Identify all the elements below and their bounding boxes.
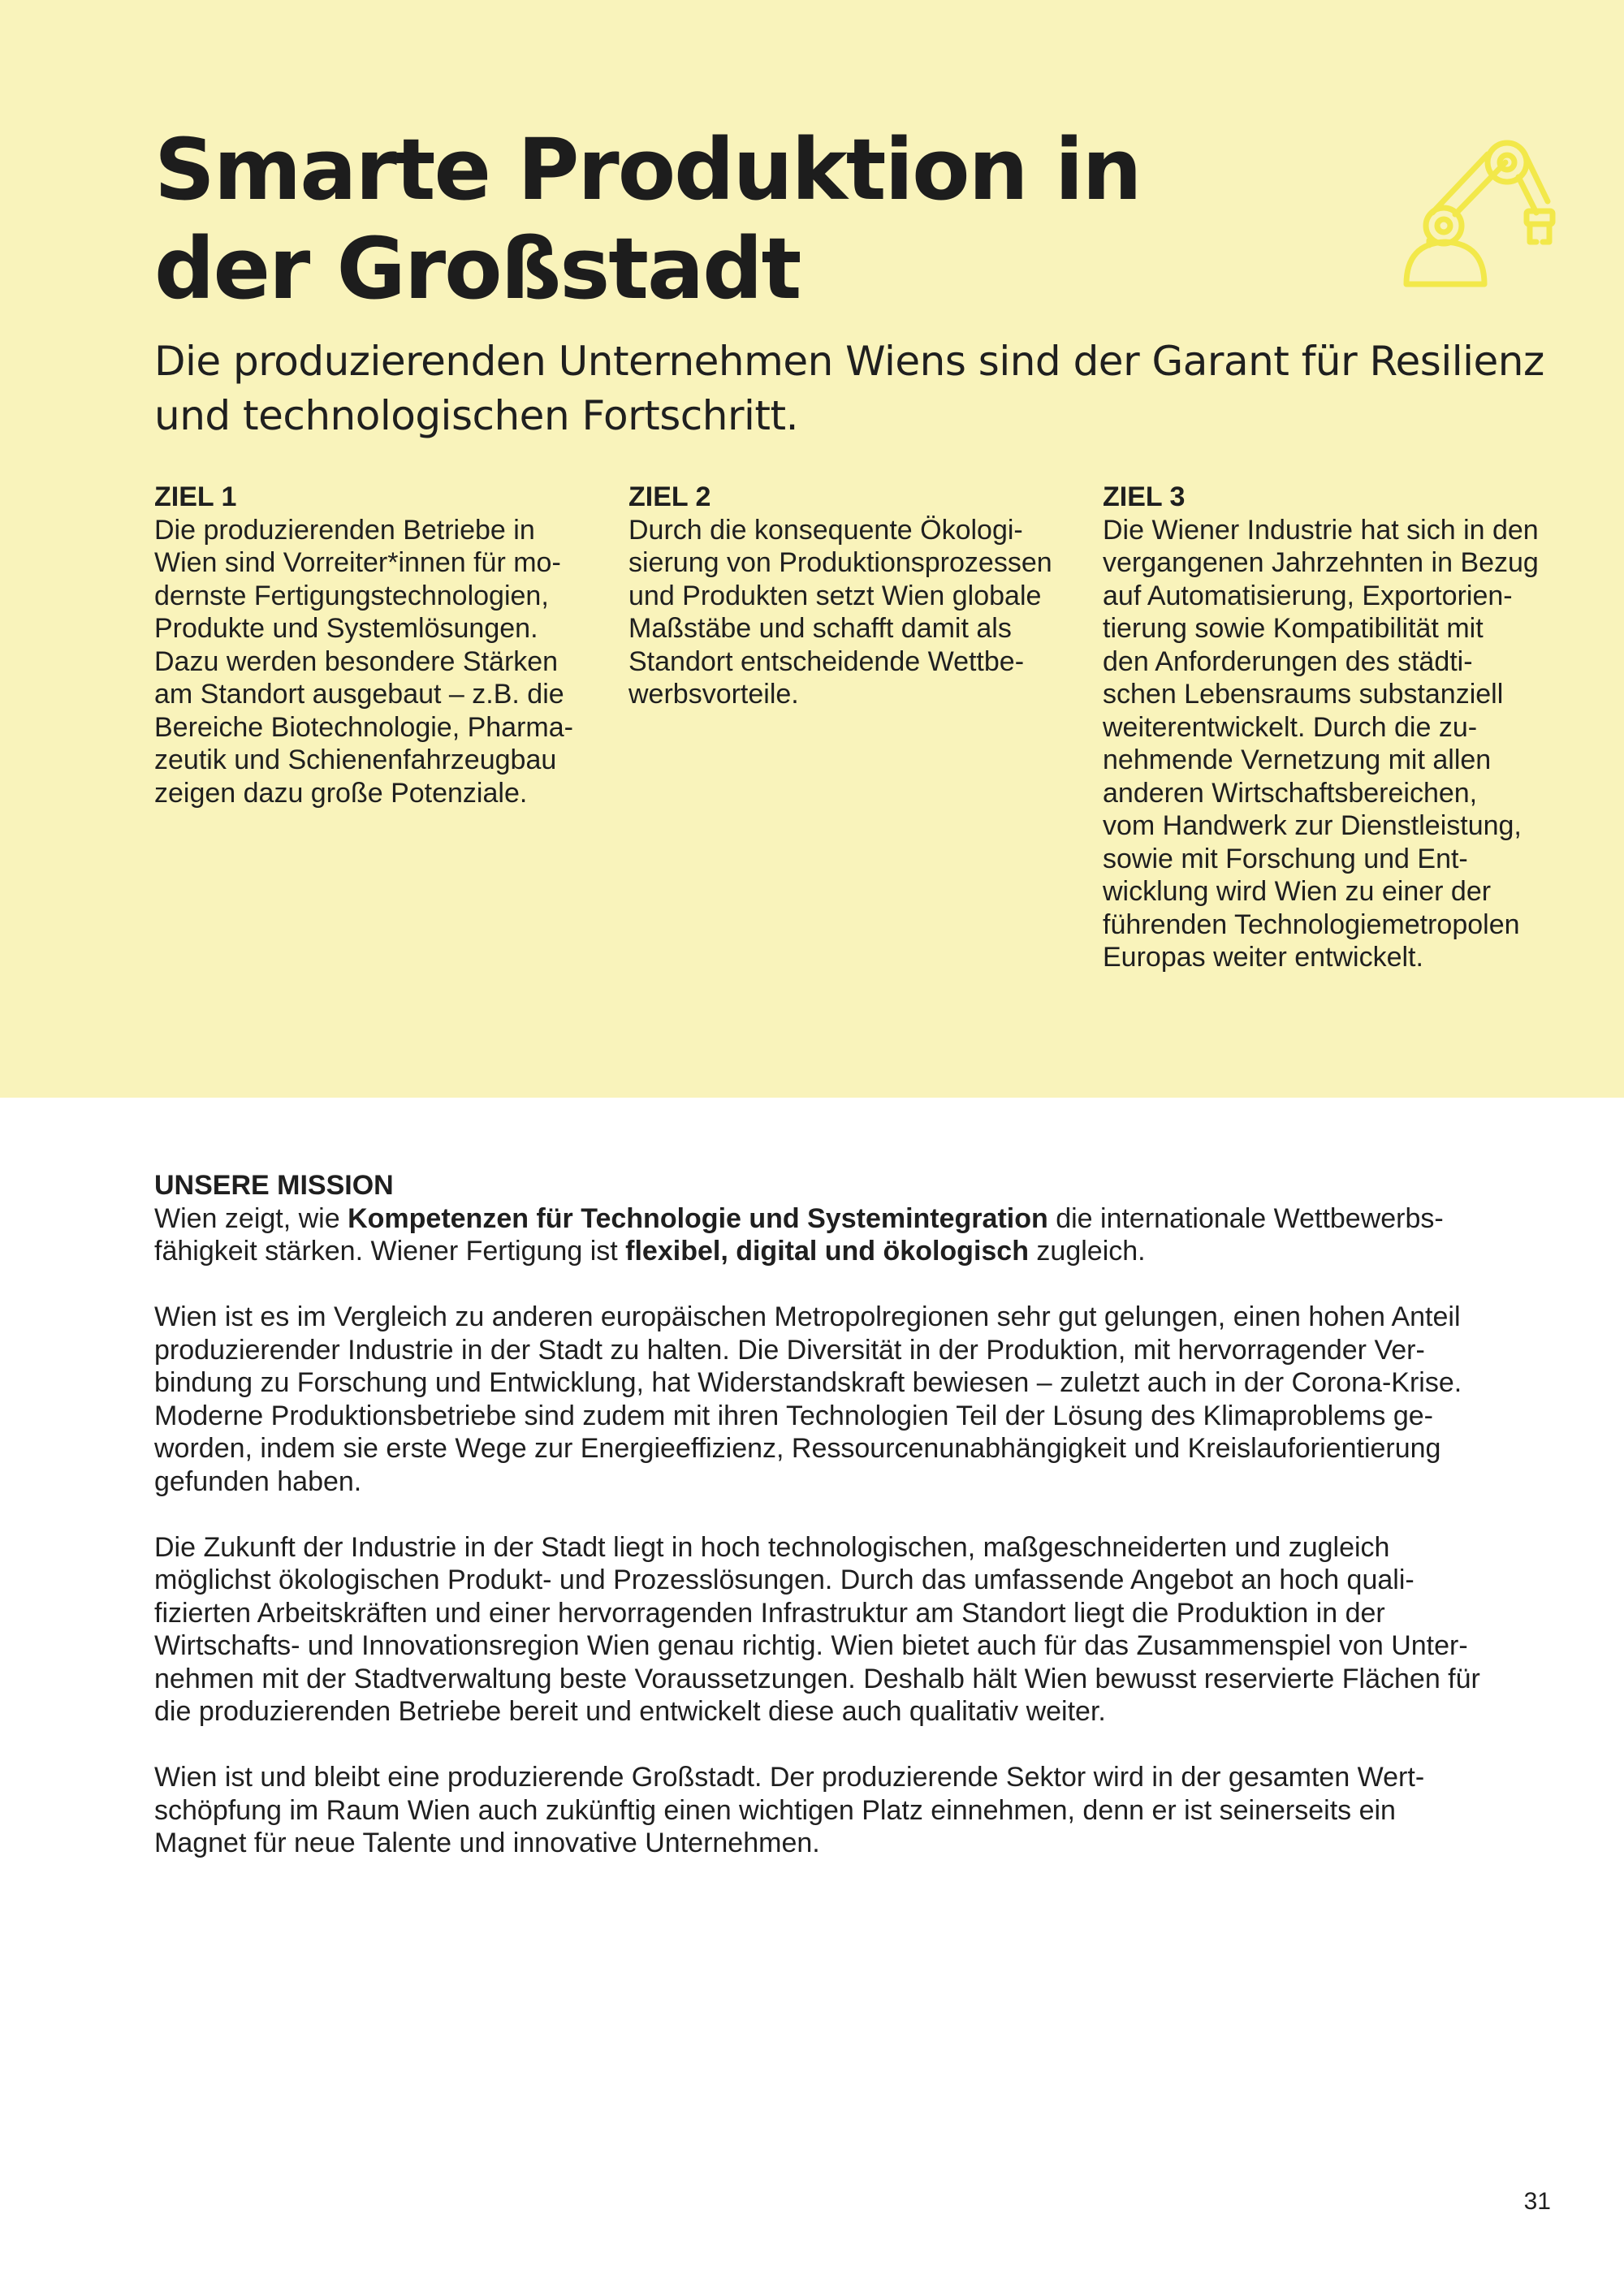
mission-paragraph	[154, 1531, 1518, 1728]
paragraph-line: Moderne Produktionsbetriebe sind zudem mit ihren Technologien Teil der Lösung des Klimaproblems ge-	[154, 1400, 1433, 1431]
intro-text: die internationale Wettbewerbs-	[1047, 1202, 1444, 1234]
goal-column-1	[154, 481, 609, 809]
goal-text-line: am Standort ausgebaut – z.B. die	[154, 679, 564, 710]
mission-heading: UNSERE MISSION	[154, 1170, 394, 1201]
goal-text-line: schen Lebensraums substanziell	[1103, 679, 1504, 710]
subtitle-line: und technologischen Fortschritt.	[154, 392, 799, 439]
paragraph-line: Wirtschafts- und Innovationsregion Wien genau richtig. Wien bietet auch für das Zusammenspiel von Unter-	[154, 1630, 1468, 1661]
mission-intro	[154, 1169, 1518, 1268]
goal-heading: ZIEL 2	[628, 481, 711, 512]
goal-column-3	[1103, 481, 1557, 974]
goal-text-line: Die Wiener Industrie hat sich in den	[1103, 514, 1539, 546]
page-title-line: Smarte Produktion in	[154, 120, 1141, 219]
hero-section	[0, 0, 1624, 1098]
goal-text-line: Bereiche Biotechnologie, Pharma-	[154, 711, 573, 743]
industrial-robot-arm-icon	[1397, 138, 1559, 292]
goal-text-line: weiterentwickelt. Durch die zu-	[1103, 711, 1478, 743]
goal-text-line: und Produkten setzt Wien globale	[628, 580, 1042, 611]
goal-text-line: Dazu werden besondere Stärken	[154, 645, 559, 677]
page-title-line: der Großstadt	[154, 219, 801, 318]
intro-text: Wien zeigt, wie	[154, 1202, 348, 1234]
goal-text-line: werbsvorteile.	[628, 679, 799, 710]
goal-column-2	[628, 481, 1083, 711]
mission-paragraph	[154, 1761, 1518, 1860]
paragraph-line: bindung zu Forschung und Entwicklung, hat Widerstandskraft bewiesen – zuletzt auch in der Corona-Krise.	[154, 1367, 1462, 1398]
goal-text-line: auf Automatisierung, Exportorien-	[1103, 580, 1513, 611]
goal-text-line: Produkte und Systemlösungen.	[154, 613, 538, 644]
page-title	[154, 120, 1141, 318]
goal-text-line: nehmende Vernetzung mit allen	[1103, 744, 1492, 775]
goal-text-line: anderen Wirtschaftsbereichen,	[1103, 777, 1478, 809]
goal-text-line: sierung von Produktionsprozessen	[628, 547, 1052, 578]
goal-text-line: sowie mit Forschung und Ent-	[1103, 843, 1468, 874]
paragraph-line: gefunden haben.	[154, 1465, 362, 1497]
page-number: 31	[1523, 2188, 1551, 2215]
page-subtitle	[154, 334, 1551, 443]
mission-intro-line	[154, 1235, 1518, 1268]
mission-intro-line	[154, 1202, 1518, 1236]
paragraph-line: worden, indem sie erste Wege zur Energieeffizienz, Ressourcenunabhängigkeit und Kreislauforientierung	[154, 1433, 1441, 1464]
paragraph-line: nehmen mit der Stadtverwaltung beste Voraussetzungen. Deshalb hält Wien bewusst reservierte Flächen für	[154, 1663, 1480, 1694]
goal-heading: ZIEL 3	[1103, 481, 1186, 512]
goal-text-line: den Anforderungen des städti-	[1103, 645, 1473, 677]
paragraph-line: Die Zukunft der Industrie in der Stadt liegt in hoch technologischen, maßgeschneiderten und zugleich	[154, 1531, 1390, 1563]
goal-text-line: vom Handwerk zur Dienstleistung,	[1103, 810, 1522, 841]
paragraph-line: Magnet für neue Talente und innovative Unternehmen.	[154, 1828, 820, 1858]
goal-text-line: Wien sind Vorreiter*innen für mo-	[154, 547, 561, 578]
intro-text: fähigkeit stärken. Wiener Fertigung ist	[154, 1236, 626, 1267]
subtitle-line: Die produzierenden Unternehmen Wiens sind der Garant für Resilienz	[154, 338, 1544, 385]
intro-text: zugleich.	[1028, 1236, 1146, 1267]
paragraph-line: schöpfung im Raum Wien auch zukünftig einen wichtigen Platz einnehmen, denn er ist seinerseits ein	[154, 1794, 1396, 1826]
goal-text-line: zeigen dazu große Potenziale.	[154, 777, 528, 809]
intro-emphasis: flexibel, digital und ökologisch	[625, 1236, 1029, 1267]
goal-heading: ZIEL 1	[154, 481, 237, 512]
goal-text-line: vergangenen Jahrzehnten in Bezug	[1103, 547, 1539, 578]
paragraph-line: fizierten Arbeitskräften und einer hervorragenden Infrastruktur am Standort liegt die Produktion in der	[154, 1597, 1385, 1629]
goal-text-line: Die produzierenden Betriebe in	[154, 514, 535, 546]
goal-text-line: tierung sowie Kompatibilität mit	[1103, 613, 1484, 644]
intro-emphasis: Kompetenzen für Technologie und Systemintegration	[348, 1202, 1048, 1234]
goal-text-line: zeutik und Schienenfahrzeugbau	[154, 744, 557, 775]
goal-text-line: wicklung wird Wien zu einer der	[1103, 876, 1492, 907]
goal-text-line: Europas weiter entwickelt.	[1103, 942, 1423, 973]
paragraph-line: möglichst ökologischen Produkt- und Prozesslösungen. Durch das umfassende Angebot an hoch quali-	[154, 1564, 1415, 1595]
goal-text-line: Durch die konsequente Ökologi-	[628, 514, 1023, 546]
goal-text-line: dernste Fertigungstechnologien,	[154, 580, 549, 611]
goal-text-line: Standort entscheidende Wettbe-	[628, 645, 1025, 677]
goal-text-line: Maßstäbe und schafft damit als	[628, 613, 1012, 644]
paragraph-line: Wien ist und bleibt eine produzierende Großstadt. Der produzierende Sektor wird in der gesamten Wert-	[154, 1762, 1425, 1793]
mission-paragraph	[154, 1301, 1518, 1498]
paragraph-line: die produzierenden Betriebe bereit und entwickelt diese auch qualitativ weiter.	[154, 1696, 1106, 1727]
paragraph-line: produzierender Industrie in der Stadt zu halten. Die Diversität in der Produktion, mit hervorragender Ver-	[154, 1334, 1425, 1366]
goal-text-line: führenden Technologiemetropolen	[1103, 908, 1520, 940]
mission-section	[154, 1169, 1518, 1860]
paragraph-line: Wien ist es im Vergleich zu anderen europäischen Metropolregionen sehr gut gelungen, einen hohen Anteil	[154, 1301, 1461, 1332]
